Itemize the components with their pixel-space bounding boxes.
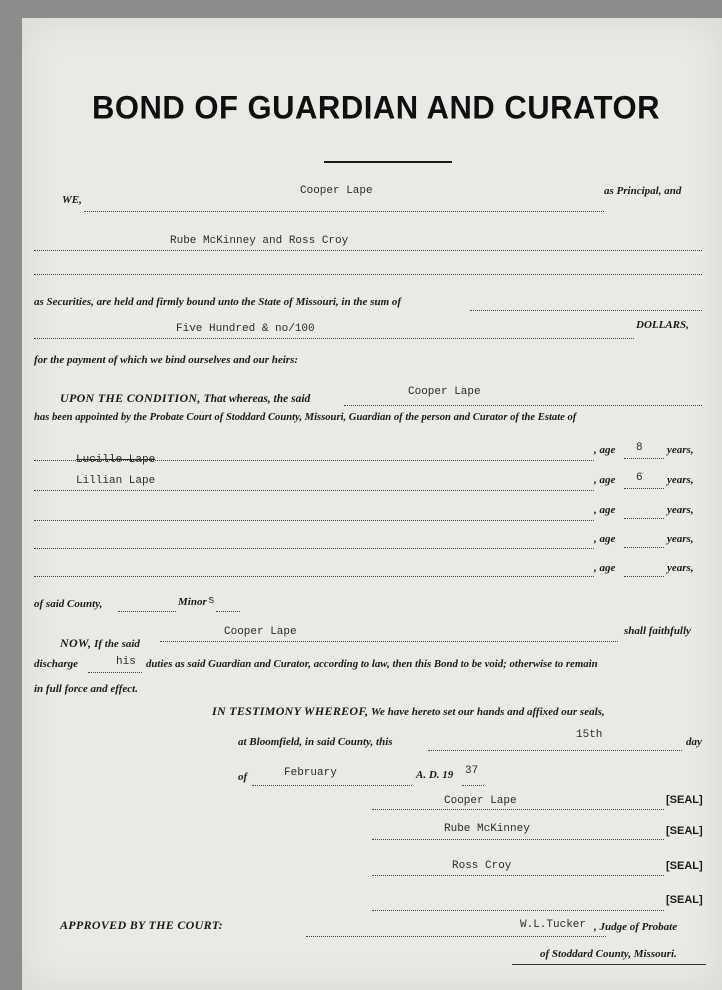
approved-label: APPROVED BY THE COURT: — [60, 918, 223, 932]
discharge-pronoun: his — [116, 656, 136, 668]
ward-age-label-2: , age — [594, 474, 616, 486]
principal-name: Cooper Lape — [300, 185, 373, 197]
signature-name-2: Rube McKinney — [444, 823, 530, 835]
discharge-text: duties as said Guardian and Curator, according to law, then this Bond to be void; otherwise to remain — [146, 658, 598, 670]
appointed-text: has been appointed by the Probate Court of Stoddard County, Missouri, Guardian of the person and Curator of the Estate of — [34, 412, 577, 423]
signature-name-1: Cooper Lape — [444, 795, 517, 807]
document-title: BOND OF GUARDIAN AND CURATOR — [92, 89, 660, 126]
principal-suffix: as Principal, and — [604, 185, 682, 197]
ward-age-1: 8 — [636, 442, 643, 454]
ward-age-line-5 — [624, 576, 664, 577]
ward-name-2: Lillian Lape — [76, 475, 156, 487]
ward-line-4 — [34, 548, 594, 549]
ward-years-4: years, — [667, 533, 694, 545]
securities-line — [34, 250, 702, 251]
ward-age-line-1 — [624, 458, 664, 459]
year-value: 37 — [465, 765, 479, 777]
now-name: Cooper Lape — [224, 626, 297, 638]
ward-age-line-2 — [624, 488, 664, 489]
ward-years-5: years, — [667, 562, 694, 574]
testimony-line — [212, 704, 605, 719]
signature-line-3 — [372, 875, 664, 876]
blank-line — [34, 274, 702, 275]
month-value: February — [284, 767, 337, 779]
testimony-lead: IN TESTIMONY WHEREOF, — [212, 704, 369, 718]
of-label: of — [238, 771, 248, 783]
ward-age-label-5: , age — [594, 562, 616, 574]
now-lead: NOW, — [60, 636, 92, 650]
bloomfield-text: at Bloomfield, in said County, this — [238, 736, 393, 748]
ad-label: A. D. 19 — [416, 769, 454, 781]
ward-line-2 — [34, 490, 594, 491]
seal-1: [SEAL] — [666, 794, 703, 806]
now-name-line — [160, 641, 618, 642]
securities-names: Rube McKinney and Ross Croy — [170, 235, 349, 247]
we-label: WE, — [62, 194, 82, 206]
ward-age-label-1: , age — [594, 444, 616, 456]
sum-amount: Five Hundred & no/100 — [176, 323, 315, 335]
payment-text: for the payment of which we bind ourselves and our heirs: — [34, 354, 299, 366]
condition-line — [60, 391, 310, 406]
signature-name-3: Ross Croy — [452, 860, 512, 872]
seal-2: [SEAL] — [666, 825, 703, 837]
ward-years-3: years, — [667, 504, 694, 516]
seal-3: [SEAL] — [666, 860, 703, 872]
month-line — [252, 785, 412, 786]
principal-line — [84, 211, 604, 212]
year-line — [462, 785, 484, 786]
condition-name-line — [344, 405, 702, 406]
judge-line — [306, 936, 606, 937]
testimony-text: We have hereto set our hands and affixed our seals, — [371, 706, 605, 718]
ward-age-line-4 — [624, 547, 664, 548]
bond-document — [22, 18, 722, 990]
ward-line-3 — [34, 520, 594, 521]
judge-county: of Stoddard County, Missouri. — [540, 948, 677, 960]
discharge-line — [88, 672, 142, 673]
ward-age-label-3: , age — [594, 504, 616, 516]
condition-name: Cooper Lape — [408, 386, 481, 398]
condition-lead: UPON THE CONDITION, — [60, 391, 201, 405]
signature-line-1 — [372, 809, 664, 810]
ward-age-label-4: , age — [594, 533, 616, 545]
ward-age-line-3 — [624, 518, 664, 519]
sum-line — [470, 310, 702, 311]
day-label: day — [686, 736, 702, 748]
judge-name: W.L.Tucker — [520, 919, 587, 931]
seal-4: [SEAL] — [666, 894, 703, 906]
full-force-text: in full force and effect. — [34, 683, 138, 695]
minors-line — [216, 611, 240, 612]
judge-county-underline — [512, 964, 706, 965]
ward-age-2: 6 — [636, 472, 643, 484]
day-value: 15th — [576, 729, 603, 741]
minors-label: Minor — [178, 596, 207, 608]
title-underline — [324, 161, 452, 163]
ward-line-5 — [34, 576, 594, 577]
minors-suffix: s — [208, 595, 215, 607]
securities-text: as Securities, are held and firmly bound unto the State of Missouri, in the sum of — [34, 296, 402, 308]
county-text: of said County, — [34, 598, 103, 610]
faithfully-text: shall faithfully — [624, 625, 691, 637]
signature-line-2 — [372, 839, 664, 840]
judge-title: , Judge of Probate — [594, 921, 678, 933]
ward-name-1: Lucille Lape — [76, 454, 156, 466]
signature-line-4 — [372, 910, 664, 911]
day-line — [428, 750, 682, 751]
discharge-label: discharge — [34, 658, 78, 670]
amount-line — [34, 338, 634, 339]
now-text: If the said — [94, 638, 140, 650]
county-line — [118, 611, 176, 612]
now-line — [60, 636, 140, 651]
condition-text: That whereas, the said — [203, 393, 311, 405]
ward-years-1: years, — [667, 444, 694, 456]
ward-years-2: years, — [667, 474, 694, 486]
dollars-label: DOLLARS, — [636, 319, 689, 331]
